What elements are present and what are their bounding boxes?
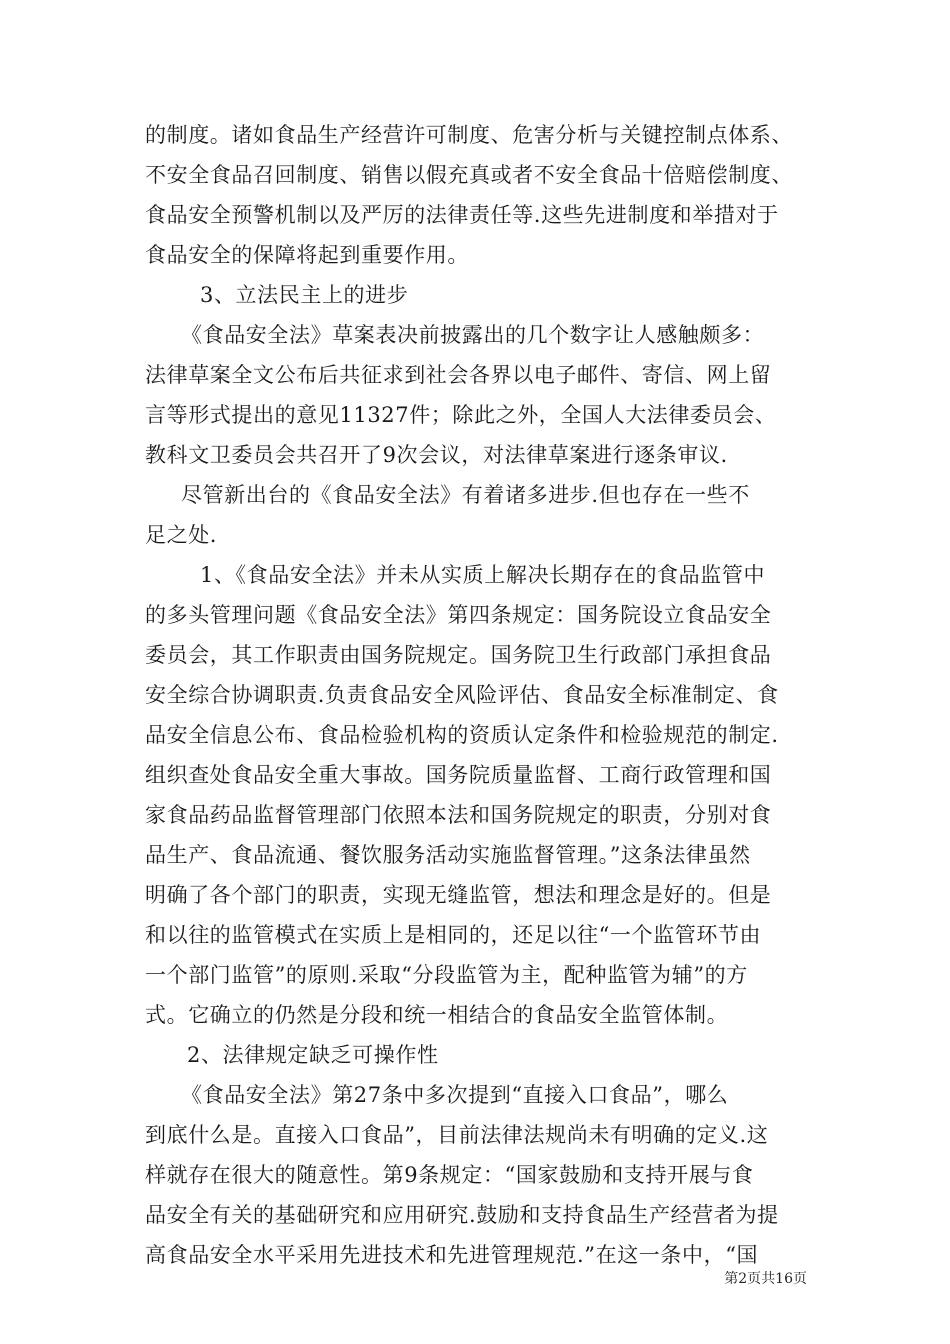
text-line: 2、法律规定缺乏可操作性: [187, 1043, 439, 1067]
text-line: 委员会，其工作职责由国务院规定。国务院卫生行政部门承担食品: [145, 643, 772, 667]
text-line: 食品安全的保障将起到重要作用。: [145, 243, 469, 267]
text-line: 的多头管理问题《食品安全法》第四条规定：国务院设立食品安全: [145, 603, 772, 627]
text-line: 式。它确立的仍然是分段和统一相结合的食品安全监管体制。: [145, 1003, 729, 1027]
text-line: 尽管新出台的《食品安全法》有着诸多进步.但也存在一些不: [181, 483, 750, 507]
page-number-footer: 第2页共16页: [724, 1271, 807, 1287]
text-line: 食品安全预警机制以及严厉的法律责任等.这些先进制度和举措对于: [145, 203, 779, 227]
text-line: 品生产、食品流通、餐饮服务活动实施监督管理。”这条法律虽然: [145, 843, 751, 867]
text-line: 和以往的监管模式在实质上是相同的，还足以往“一个监管环节由: [145, 923, 762, 947]
text-line: 样就存在很大的随意性。第9条规定：“国家鼓励和支持开展与食: [145, 1163, 754, 1187]
text-line: 组织查处食品安全重大事故。国务院质量监督、工商行政管理和国: [145, 763, 772, 787]
text-line: 品安全有关的基础研究和应用研究.鼓励和支持食品生产经营者为提: [145, 1203, 779, 1227]
text-line: 安全综合协调职责.负责食品安全风险评估、食品安全标准制定、食: [145, 683, 779, 707]
document-body: [145, 115, 810, 1275]
text-line: 高食品安全水平采用先进技术和先进管理规范.”在这一条中，“国: [145, 1243, 759, 1267]
text-line: 品安全信息公布、食品检验机构的资质认定条件和检验规范的制定.: [145, 723, 779, 747]
text-line: 法律草案全文公布后共征求到社会各界以电子邮件、寄信、网上留: [145, 363, 772, 387]
text-line: 言等形式提出的意见11327件；除此之外，全国人大法律委员会、: [145, 403, 777, 427]
text-line: 《食品安全法》第27条中多次提到“直接入口食品”，哪么: [181, 1083, 729, 1107]
text-line: 3、立法民主上的进步: [200, 283, 409, 307]
text-line: 教科文卫委员会共召开了9次会议，对法律草案进行逐条审议.: [145, 443, 728, 467]
text-line: 1、《食品安全法》并未从实质上解决长期存在的食品监管中: [200, 563, 766, 587]
text-line: 的制度。诸如食品生产经营许可制度、危害分析与关键控制点体系、: [145, 123, 793, 147]
text-line: 足之处.: [145, 523, 218, 547]
text-line: 一个部门监管”的原则.采取“分段监管为主，配种监管为辅”的方: [145, 963, 748, 987]
text-line: 不安全食品召回制度、销售以假充真或者不安全食品十倍赔偿制度、: [145, 163, 793, 187]
text-line: 到底什么是。直接入口食品”，目前法律法规尚未有明确的定义.这: [145, 1123, 769, 1147]
text-line: 明确了各个部门的职责，实现无缝监管，想法和理念是好的。但是: [145, 883, 772, 907]
text-line: 家食品药品监督管理部门依照本法和国务院规定的职责，分别对食: [145, 803, 772, 827]
text-line: 《食品安全法》草案表决前披露出的几个数字让人感触颇多：: [181, 323, 765, 347]
